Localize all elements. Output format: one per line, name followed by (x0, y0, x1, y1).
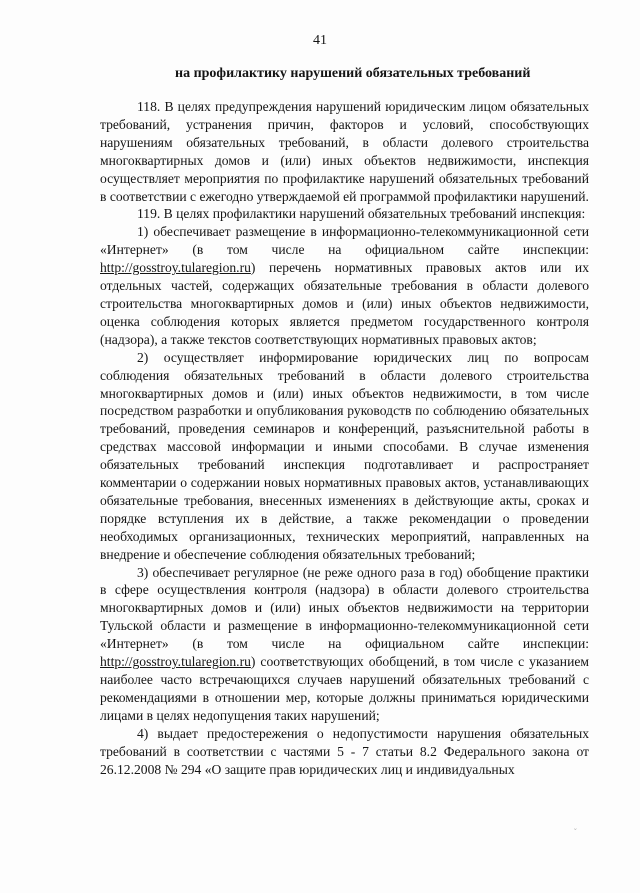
list-item-1 (100, 223, 589, 348)
list-item-2: 2) осуществляет информирование юридических лиц по вопросам соблюдения обязательных требований в области долевого строительства многоквартирных домов и (или) иных объектов недвижимости, в том числе посредством разработки и опубликования руководств по соблюдению обязательных требований, проведения семинаров и конференций, разъяснительной работы в средствах массовой информации и иными способами. В случае изменения обязательных требований инспекция подготавливает и распространяет комментарии о содержании новых нормативных правовых актов, устанавливающих обязательные требования, внесенных изменениях в действующие акты, сроках и порядке вступления их в действие, а также рекомендации о проведении необходимых организационных, технических мероприятий, направленных на внедрение и обеспечение соблюдения обязательных требований; (100, 349, 589, 562)
scan-artifact: ˘ (574, 827, 577, 836)
paragraph-118: 118. В целях предупреждения нарушений юридическим лицом обязательных требований, устранения причин, факторов и условий, способствующих нарушениям обязательных требований, в области долевого строительства многоквартирных домов и (или) иных объектов недвижимости, инспекция осуществляет мероприятия по профилактике нарушений обязательных требований в соответствии с ежегодно утверждаемой ей программой профилактики нарушений. (100, 99, 589, 204)
website-link[interactable]: http://gosstroy.tularegion.ru (100, 260, 251, 276)
list-item-3-text-end: ) соответствующих обобщений, в том числе с указанием наиболее часто встречающихся случаев нарушений обязательных требований с рекомендациями в отношении мер, которые должны приниматься юридическими лицами в целях недопущения таких нарушений; (100, 654, 589, 723)
section-heading: на профилактику нарушений обязательных требований (175, 66, 531, 81)
list-item-3-text-start: 3) обеспечивает регулярное (не реже одного раза в год) обобщение практики в сфере осуществления контроля (надзора) в области долевого строительства многоквартирных домов и (или) иных объектов недвижимости на территории Тульской области и размещение в информационно-телекоммуникационной сети «Интернет» (в том числе на официальном сайте инспекции: (100, 564, 589, 652)
list-item-1-text-end: ) перечень нормативных правовых актов или их отдельных частей, содержащих обязательные требования в области долевого строительства многоквартирных домов и (или) иных объектов недвижимости, оценка соблюдения которых является предметом государственного контроля (надзора), а также текстов соответствующих нормативных правовых актов; (100, 260, 589, 347)
list-item-4: 4) выдает предостережения о недопустимости нарушения обязательных требований в соответствии с частями 5 - 7 статьи 8.2 Федерального закона от 26.12.2008 № 294 «О защите прав юридических лиц и индивидуальных (100, 725, 589, 777)
list-item-3 (100, 564, 589, 725)
page-number: 41 (313, 33, 327, 48)
paragraph-119: 119. В целях профилактики нарушений обязательных требований инспекция: (137, 206, 586, 222)
website-link[interactable]: http://gosstroy.tularegion.ru (100, 654, 251, 670)
list-item-1-text-start: 1) обеспечивает размещение в информационно-телекоммуникационной сети «Интернет» (в том числе на официальном сайте инспекции: (100, 224, 589, 258)
document-body (100, 98, 589, 778)
